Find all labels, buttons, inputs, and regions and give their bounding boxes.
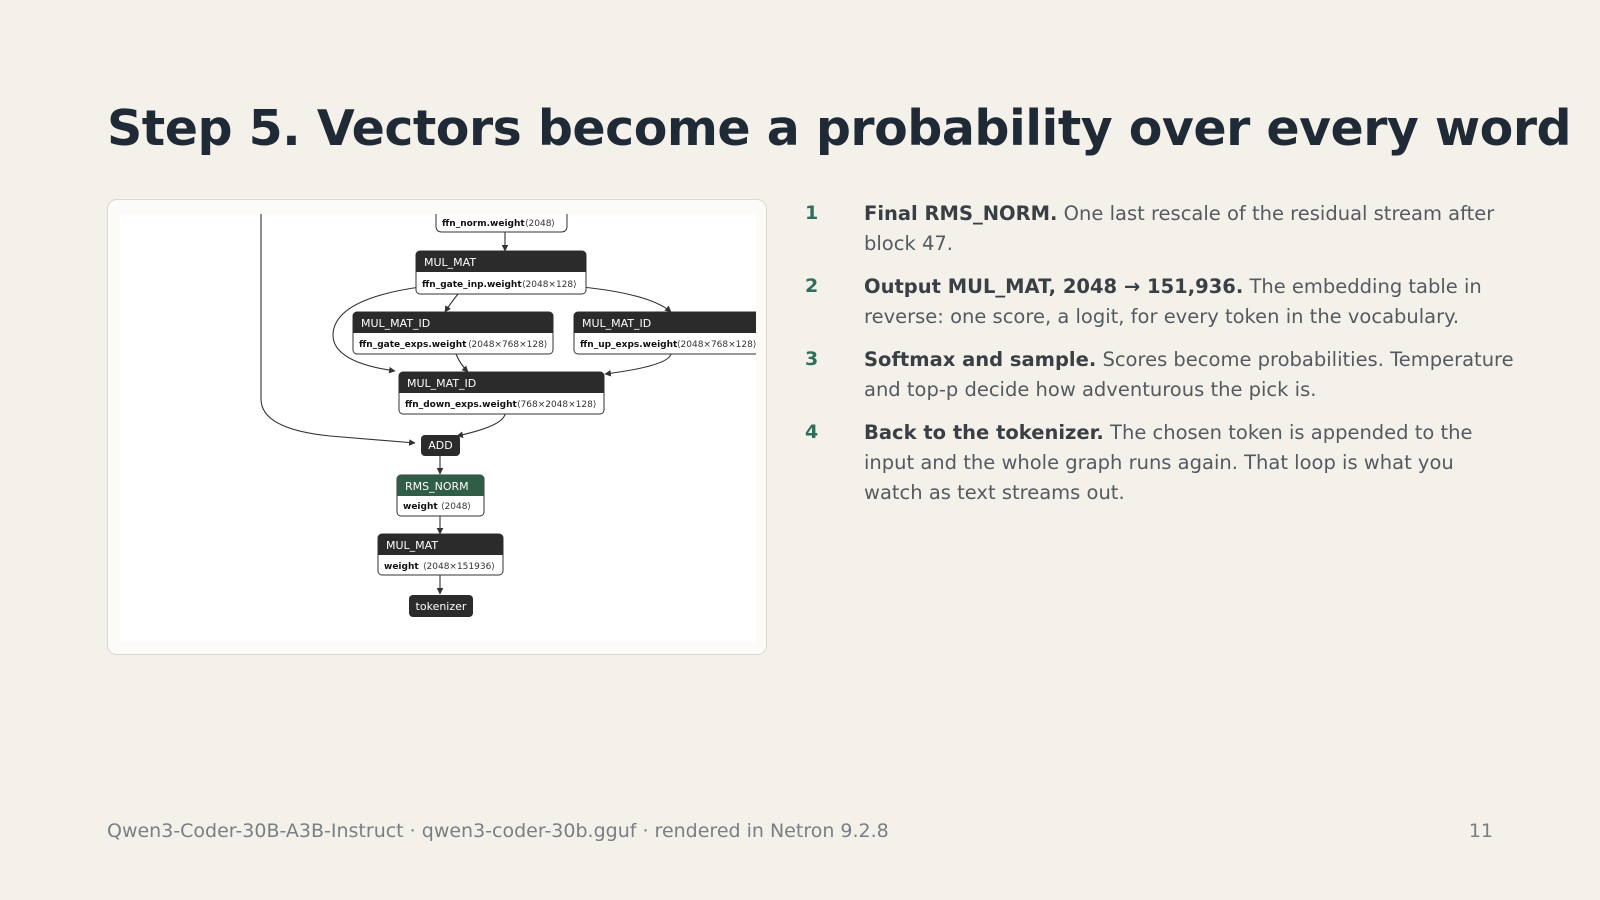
- svg-text:ffn_up_exps.weight: ffn_up_exps.weight: [580, 340, 678, 350]
- svg-text:tokenizer: tokenizer: [415, 600, 467, 613]
- step-body: Scores become probabilities. Temperature and top-p decide how adventurous the pick is.: [864, 348, 1514, 401]
- step-text: [864, 272, 1515, 332]
- step-lead: Final RMS_NORM.: [864, 202, 1058, 225]
- step-lead: Back to the tokenizer.: [864, 421, 1104, 444]
- steps-list: [805, 199, 1515, 521]
- step-body: One last rescale of the residual stream after block 47.: [864, 202, 1495, 255]
- step-item: [805, 272, 1515, 332]
- svg-text:MUL_MAT_ID: MUL_MAT_ID: [361, 317, 431, 330]
- page-number: 11: [1468, 820, 1493, 842]
- step-text: [864, 418, 1515, 508]
- node-ffn-norm-weight[interactable]: [436, 214, 567, 232]
- step-number: 4: [805, 421, 819, 443]
- svg-text:weight: weight: [403, 502, 438, 512]
- svg-text:ffn_gate_inp.weight: ffn_gate_inp.weight: [422, 280, 522, 290]
- svg-text:⟨2048×128⟩: ⟨2048×128⟩: [522, 280, 577, 290]
- svg-text:MUL_MAT_ID: MUL_MAT_ID: [582, 317, 652, 330]
- svg-text:ffn_down_exps.weight: ffn_down_exps.weight: [405, 400, 517, 410]
- svg-text:⟨768×2048×128⟩: ⟨768×2048×128⟩: [517, 400, 597, 410]
- svg-text:⟨2048×768×128⟩: ⟨2048×768×128⟩: [677, 340, 756, 350]
- step-item: [805, 199, 1515, 259]
- node-mul-mat-id-up-exps[interactable]: [574, 312, 756, 354]
- step-item: [805, 345, 1515, 405]
- svg-text:⟨2048⟩: ⟨2048⟩: [441, 502, 471, 512]
- svg-text:ADD: ADD: [428, 439, 453, 452]
- step-item: [805, 418, 1515, 508]
- step-body: The chosen token is appended to the input and the whole graph runs again. That loop is what you watch as text streams out.: [864, 421, 1473, 504]
- step-text: [864, 345, 1515, 405]
- slide-title: Step 5. Vectors become a probability over every word: [107, 100, 1572, 157]
- step-number: 2: [805, 275, 819, 297]
- svg-text:MUL_MAT: MUL_MAT: [386, 539, 439, 552]
- svg-text:MUL_MAT_ID: MUL_MAT_ID: [407, 377, 477, 390]
- svg-text:RMS_NORM: RMS_NORM: [405, 480, 469, 493]
- slide-footer: Qwen3-Coder-30B-A3B-Instruct · qwen3-coder-30b.gguf · rendered in Netron 9.2.8: [107, 820, 889, 842]
- svg-text:⟨2048⟩: ⟨2048⟩: [525, 219, 555, 229]
- svg-text:MUL_MAT: MUL_MAT: [424, 256, 477, 269]
- svg-text:⟨2048×151936⟩: ⟨2048×151936⟩: [423, 562, 495, 572]
- node-mul-mat-id-down-exps[interactable]: [399, 372, 604, 414]
- node-mul-mat-id-gate-exps[interactable]: [353, 312, 553, 354]
- step-lead: Softmax and sample.: [864, 348, 1097, 371]
- node-rms-norm[interactable]: [397, 475, 484, 516]
- step-number: 3: [805, 348, 819, 370]
- node-mul-mat-gate-inp[interactable]: [416, 251, 586, 294]
- svg-text:ffn_norm.weight: ffn_norm.weight: [442, 219, 525, 229]
- svg-text:weight: weight: [384, 562, 419, 572]
- netron-graph: [120, 214, 756, 642]
- netron-graph-figure: [107, 199, 767, 655]
- node-mul-mat-output[interactable]: [378, 534, 503, 575]
- step-lead: Output MUL_MAT, 2048 → 151,936.: [864, 275, 1244, 298]
- svg-text:⟨2048×768×128⟩: ⟨2048×768×128⟩: [468, 340, 548, 350]
- step-body: The embedding table in reverse: one score, a logit, for every token in the vocabulary.: [864, 275, 1482, 328]
- svg-text:ffn_gate_exps.weight: ffn_gate_exps.weight: [359, 340, 467, 350]
- node-add[interactable]: [421, 435, 460, 456]
- step-text: [864, 199, 1515, 259]
- step-number: 1: [805, 202, 819, 224]
- node-tokenizer[interactable]: [409, 595, 473, 617]
